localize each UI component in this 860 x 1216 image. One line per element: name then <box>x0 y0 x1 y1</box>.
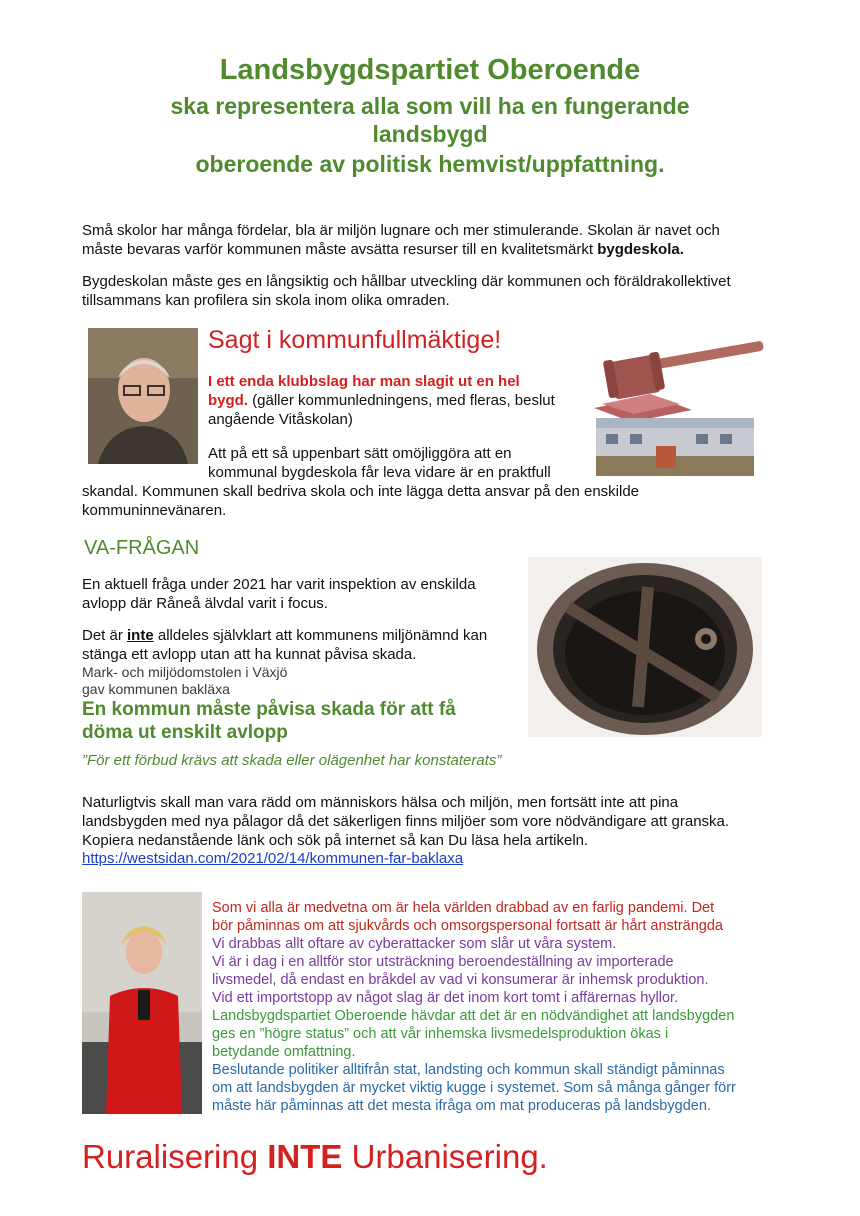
va-quote: ”För ett förbud krävs att skada eller olägenhet har konstaterats” <box>82 752 502 769</box>
va-bold-line1: En kommun måste påvisa skada för att få <box>82 699 456 720</box>
va-bold-line2: döma ut enskilt avlopp <box>82 722 288 743</box>
sagt-paragraph-cont <box>82 482 782 520</box>
va-court-line2: gav kommunen bakläxa <box>82 681 230 697</box>
va-p2-text-c: alldeles självklart att kommunens miljönämnd kan <box>153 627 488 644</box>
school-photo <box>596 418 754 476</box>
pandemic-text <box>212 899 792 1115</box>
va-p2-line2: stänga ett avlopp utan att ha kunnat påvisa skada. <box>82 646 417 663</box>
subtitle-line-2: landsbygd <box>372 121 488 147</box>
sagt-paragraph <box>208 444 598 482</box>
va-p1-line2: avlopp där Råneå älvdal varit i focus. <box>82 595 328 612</box>
va-bold-statement <box>82 698 456 744</box>
pandemic-line-2: bör påminnas om att sjukvårds och omsorgspersonal fortsatt är hårt ansträngda <box>212 918 723 934</box>
sagt-p-line4: kommuninnevänaren. <box>82 502 227 519</box>
va-court <box>82 664 287 698</box>
intro-paragraph-1 <box>82 221 782 259</box>
portrait-man-photo <box>88 328 198 464</box>
pandemic-line-9: betydande omfattning. <box>212 1044 356 1060</box>
va-heading: VA-FRÅGAN <box>84 537 200 559</box>
sagt-heading: Sagt i kommunfullmäktige! <box>208 326 502 354</box>
subtitle-line-1: ska representera alla som vill ha en fungerande <box>170 93 690 119</box>
pandemic-line-11: om att landsbygden är mycket viktig kugge i systemet. Som så många gånger förr <box>212 1080 736 1096</box>
sagt-quote-line2 <box>208 391 598 410</box>
pandemic-line-8: ges en ”högre status” och att vår inhemska livsmedelsproduktion ökas i <box>212 1026 669 1042</box>
pandemic-line-5: livsmedel, då endast en bråkdel av vad vi konsumerar är inhemsk produktion. <box>212 972 709 988</box>
pandemic-line-6: Vid ett importstopp av något slag är det inom kort tomt i affärernas hyllor. <box>212 990 679 1006</box>
sagt-quote-rest: (gäller kommunledningens, med fleras, beslut <box>248 392 555 409</box>
va-paragraph-3 <box>82 793 802 850</box>
sagt-quote-bygd: bygd. <box>208 392 248 409</box>
sagt-p-line3: skandal. Kommunen skall bedriva skola och inte lägga detta ansvar på den enskilde <box>82 483 640 500</box>
footer-slogan <box>82 1138 548 1176</box>
sewer-well-photo <box>528 557 762 737</box>
pandemic-line-7: Landsbygdspartiet Oberoende hävdar att det är en nödvändighet att landsbygden <box>212 1008 735 1024</box>
va-p1-line1: En aktuell fråga under 2021 har varit inspektion av enskilda <box>82 576 476 593</box>
pandemic-line-12: måste här påminnas att det mesta ifråga om mat produceras på landsbygden. <box>212 1098 711 1114</box>
va-p2-inte: inte <box>127 627 154 644</box>
va-p3-line1: Naturligtvis skall man vara rädd om människors hälsa och miljön, men fortsätt inte att pina <box>82 794 679 811</box>
sagt-quote <box>208 372 598 429</box>
va-paragraph-2 <box>82 626 522 664</box>
footer-slogan-c: Urbanisering. <box>342 1138 548 1175</box>
intro-p1-line1: Små skolor har många fördelar, bla är miljön lugnare och mer stimulerande. Skolan är navet och <box>82 222 720 239</box>
va-p2-line1 <box>82 626 522 645</box>
footer-slogan-a: Ruralisering <box>82 1138 268 1175</box>
sagt-p-line2: kommunal bygdeskola får leva vidare är en praktfull <box>208 464 551 481</box>
intro-p2-line2: tillsammans kan profilera sin skola inom olika omraden. <box>82 292 450 309</box>
va-court-line1: Mark- och miljödomstolen i Växjö <box>82 664 288 680</box>
intro-p2-line1: Bygdeskolan måste ges en långsiktig och hållbar utveckling där kommunen och föräldrakollektivet <box>82 273 731 290</box>
pandemic-line-10: Beslutande politiker alltifrån stat, landsting och kommun skall ständigt påminnas <box>212 1062 725 1078</box>
sagt-quote-line3: angående Vitåskolan) <box>208 411 353 428</box>
intro-paragraph-2 <box>82 272 782 310</box>
va-paragraph-1 <box>82 575 522 613</box>
pandemic-line-3: Vi drabbas allt oftare av cyberattacker som slår ut våra system. <box>212 936 617 952</box>
subtitle-line-3: oberoende av politisk hemvist/uppfattning. <box>195 151 665 177</box>
sagt-p-line1: Att på ett så uppenbart sätt omöjliggöra att en <box>208 445 512 462</box>
pandemic-line-1: Som vi alla är medvetna om är hela världen drabbad av en farlig pandemi. Det <box>212 900 715 916</box>
footer-slogan-inte: INTE <box>267 1138 343 1175</box>
va-p3-line3: Kopiera nedanstående länk och sök på internet så kan Du läsa hela artikeln. <box>82 832 589 849</box>
portrait-woman-photo <box>82 892 202 1114</box>
intro-p1-line2 <box>82 240 782 259</box>
intro-p1-bold: bygdeskola. <box>597 241 684 258</box>
page-title: Landsbygdspartiet Oberoende <box>219 54 641 86</box>
gavel-illustration <box>584 330 770 422</box>
pandemic-line-4: Vi är i dag i en alltför stor utsträckning beroendeställning av importerade <box>212 954 674 970</box>
va-p3-line2: landsbygden med nya pålagor då det säkerligen finns miljöer som vore nödvändigare att granska. <box>82 813 730 830</box>
intro-p1-text: måste bevaras varför kommunen måste avsätta resurser till en kvalitetsmärkt <box>82 241 598 258</box>
sagt-quote-line1: I ett enda klubbslag har man slagit ut en hel <box>208 373 520 390</box>
article-link[interactable]: https://westsidan.com/2021/02/14/kommunen-far-baklaxa <box>82 850 464 867</box>
va-p2-text-a: Det är <box>82 627 128 644</box>
